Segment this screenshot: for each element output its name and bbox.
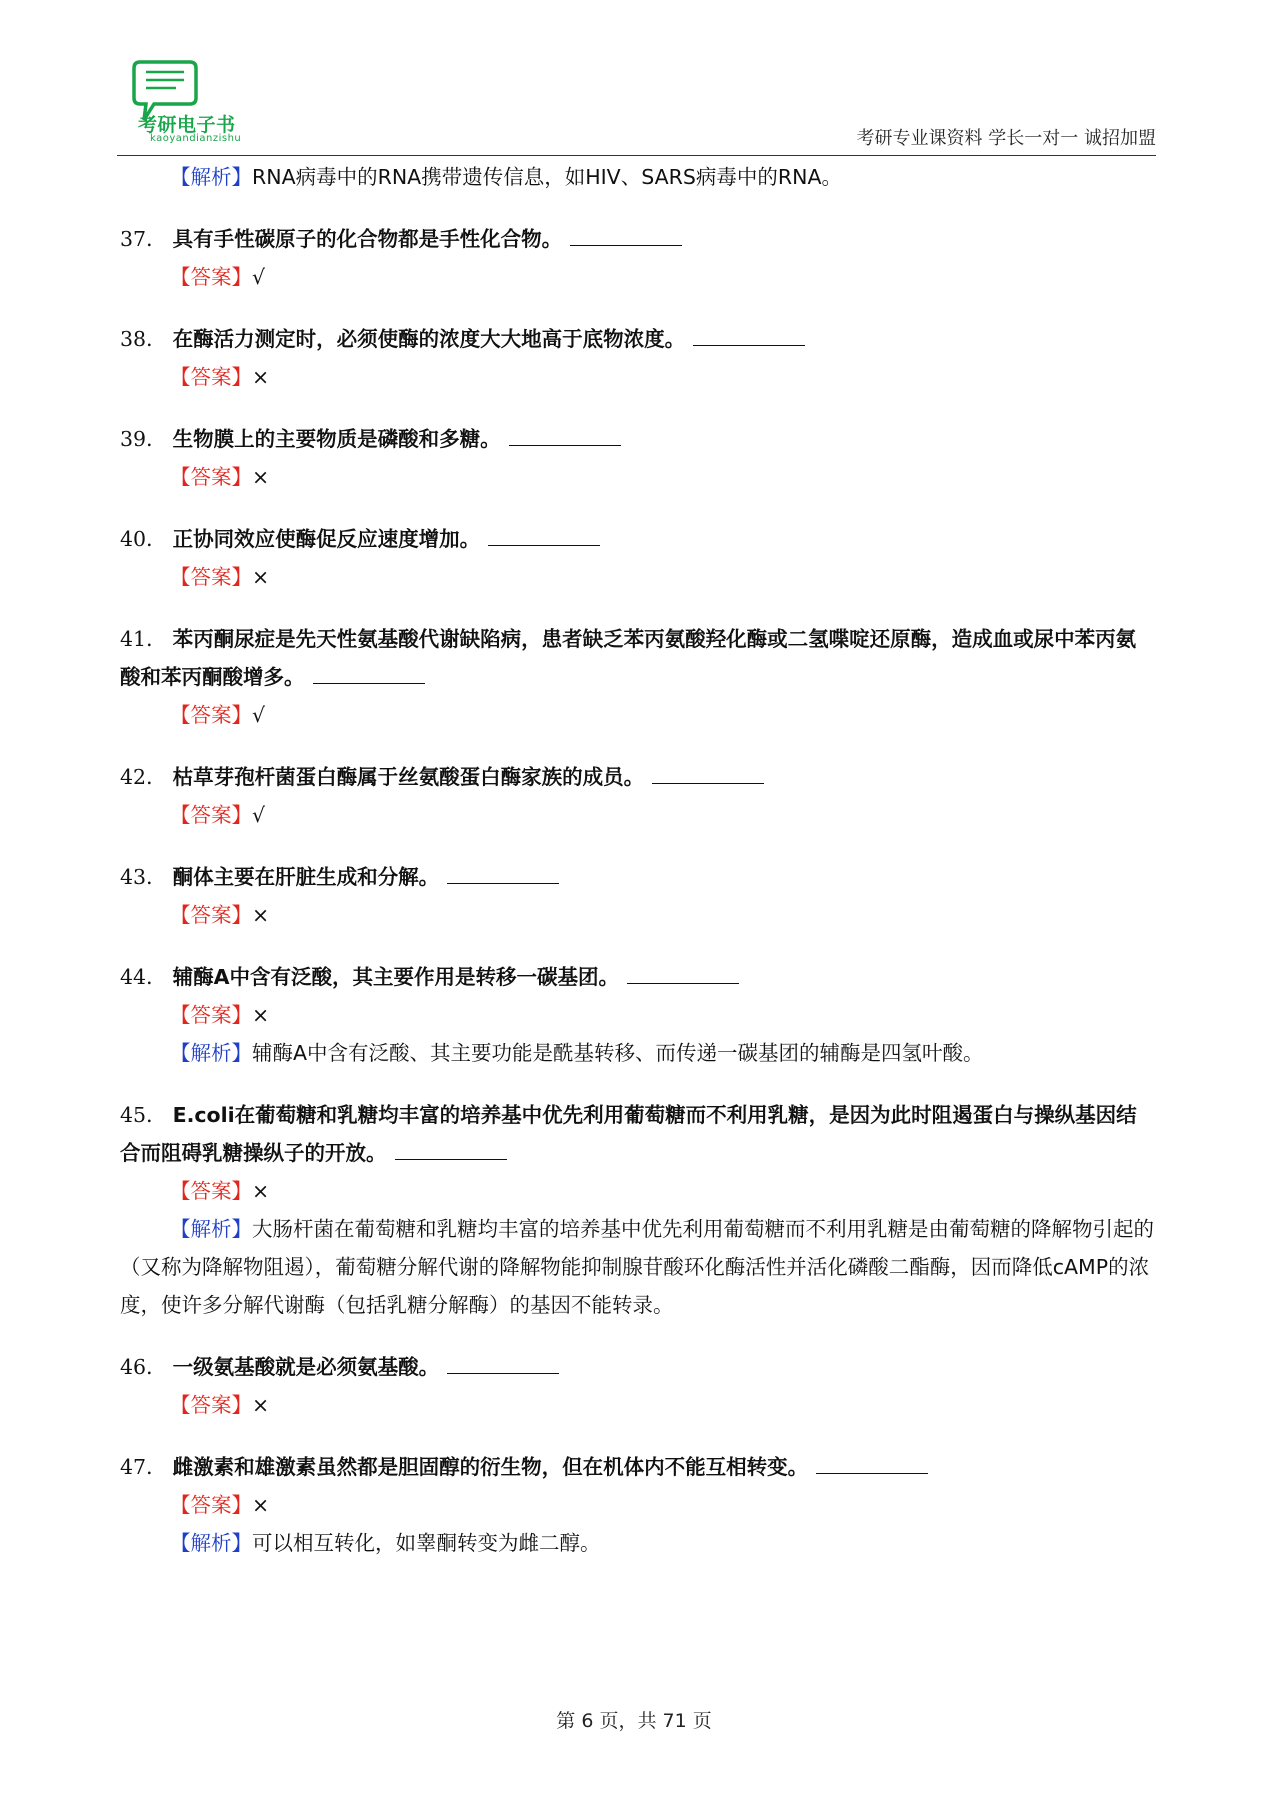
question bbox=[120, 858, 1156, 896]
question-block bbox=[120, 420, 1156, 496]
question-number: 45． bbox=[120, 1103, 167, 1127]
answer-line bbox=[120, 258, 1156, 296]
answer-line bbox=[120, 558, 1156, 596]
answer-tag: 【答案】 bbox=[170, 1179, 252, 1203]
question-text: 雌激素和雄激素虽然都是胆固醇的衍生物，但在机体内不能互相转变。 bbox=[172, 1455, 809, 1479]
explain-tag: 【解析】 bbox=[170, 1531, 252, 1555]
question-number: 39． bbox=[120, 427, 167, 451]
answer-line bbox=[120, 1386, 1156, 1424]
answer-value: × bbox=[252, 465, 270, 489]
question-text: 辅酶A中含有泛酸，其主要作用是转移一碳基团。 bbox=[172, 965, 619, 989]
answer-line bbox=[120, 896, 1156, 934]
answer-value: √ bbox=[252, 703, 266, 727]
explain-line bbox=[120, 1524, 1156, 1562]
answer-value: √ bbox=[252, 265, 266, 289]
question-block bbox=[120, 220, 1156, 296]
question-block bbox=[120, 320, 1156, 396]
logo-text: 考研电子书 bbox=[138, 114, 236, 136]
explain-tag: 【解析】 bbox=[170, 1217, 252, 1241]
question-block bbox=[120, 758, 1156, 834]
answer-line bbox=[120, 996, 1156, 1034]
answer-line bbox=[120, 1172, 1156, 1210]
answer-blank bbox=[447, 1353, 559, 1374]
answer-line bbox=[120, 458, 1156, 496]
answer-blank bbox=[509, 425, 621, 446]
answer-tag: 【答案】 bbox=[170, 565, 252, 589]
answer-blank bbox=[652, 763, 764, 784]
answer-tag: 【答案】 bbox=[170, 1493, 252, 1517]
question-text: 酮体主要在肝脏生成和分解。 bbox=[172, 865, 440, 889]
header-divider bbox=[117, 155, 1156, 156]
question bbox=[120, 220, 1156, 258]
header-tagline: 考研专业课资料 学长一对一 诚招加盟 bbox=[856, 128, 1156, 149]
page-footer: 第 6 页，共 71 页 bbox=[556, 1710, 712, 1732]
question-number: 37． bbox=[120, 227, 167, 251]
content bbox=[120, 160, 1156, 1562]
question bbox=[120, 758, 1156, 796]
question-text: 正协同效应使酶促反应速度增加。 bbox=[172, 527, 481, 551]
question bbox=[120, 1448, 1156, 1486]
question-number: 40． bbox=[120, 527, 167, 551]
question-block bbox=[120, 1348, 1156, 1424]
answer-tag: 【答案】 bbox=[170, 703, 252, 727]
question-number: 44． bbox=[120, 965, 167, 989]
explain-text: 辅酶A中含有泛酸、其主要功能是酰基转移、而传递一碳基团的辅酶是四氢叶酸。 bbox=[252, 1041, 984, 1065]
question bbox=[120, 1096, 1156, 1172]
question-text: 具有手性碳原子的化合物都是手性化合物。 bbox=[172, 227, 563, 251]
answer-tag: 【答案】 bbox=[170, 1003, 252, 1027]
question bbox=[120, 520, 1156, 558]
explain-text: RNA病毒中的RNA携带遗传信息，如HIV、SARS病毒中的RNA。 bbox=[252, 165, 842, 189]
answer-value: × bbox=[252, 1493, 270, 1517]
question-number: 46． bbox=[120, 1355, 167, 1379]
question bbox=[120, 1348, 1156, 1386]
answer-line bbox=[120, 1486, 1156, 1524]
question bbox=[120, 320, 1156, 358]
answer-value: √ bbox=[252, 803, 266, 827]
question-number: 43． bbox=[120, 865, 167, 889]
answer-blank bbox=[395, 1139, 507, 1160]
answer-tag: 【答案】 bbox=[170, 365, 252, 389]
answer-tag: 【答案】 bbox=[170, 1393, 252, 1417]
answer-tag: 【答案】 bbox=[170, 903, 252, 927]
answer-blank bbox=[313, 663, 425, 684]
question-text: 苯丙酮尿症是先天性氨基酸代谢缺陷病，患者缺乏苯丙氨酸羟化酶或二氢喋啶还原酶，造成血或尿中苯丙氨酸和苯丙酮酸增多。 bbox=[120, 627, 1137, 689]
answer-tag: 【答案】 bbox=[170, 265, 252, 289]
answer-blank bbox=[693, 325, 805, 346]
answer-value: × bbox=[252, 1179, 270, 1203]
question-number: 41． bbox=[120, 627, 167, 651]
answer-blank bbox=[816, 1453, 928, 1474]
question-text: 生物膜上的主要物质是磷酸和多糖。 bbox=[172, 427, 501, 451]
question bbox=[120, 620, 1156, 696]
explain-line bbox=[120, 158, 1156, 196]
answer-line bbox=[120, 358, 1156, 396]
explain-tag: 【解析】 bbox=[170, 1041, 252, 1065]
question-block bbox=[120, 1096, 1156, 1324]
question-block bbox=[120, 620, 1156, 734]
answer-blank bbox=[447, 863, 559, 884]
question-text: E.coli在葡萄糖和乳糖均丰富的培养基中优先利用葡萄糖而不利用乳糖，是因为此时阻遏蛋白与操纵基因结合而阻碍乳糖操纵子的开放。 bbox=[120, 1103, 1137, 1165]
answer-line bbox=[120, 796, 1156, 834]
explain-text: 可以相互转化，如睾酮转变为雌二醇。 bbox=[252, 1531, 601, 1555]
answer-blank bbox=[627, 963, 739, 984]
answer-value: × bbox=[252, 1003, 270, 1027]
question-number: 47． bbox=[120, 1455, 167, 1479]
question bbox=[120, 958, 1156, 996]
answer-value: × bbox=[252, 903, 270, 927]
answer-tag: 【答案】 bbox=[170, 465, 252, 489]
answer-blank bbox=[570, 225, 682, 246]
answer-tag: 【答案】 bbox=[170, 803, 252, 827]
explain-line bbox=[120, 1034, 1156, 1072]
answer-value: × bbox=[252, 1393, 270, 1417]
logo-subtext: kaoyandianzishu bbox=[150, 133, 242, 144]
explain-text: 大肠杆菌在葡萄糖和乳糖均丰富的培养基中优先利用葡萄糖而不利用乳糖是由葡萄糖的降解物引起的（又称为降解物阻遏），葡萄糖分解代谢的降解物能抑制腺苷酸环化酶活性并活化磷酸二酯酶，因而降低cAMP的浓度，使许多分解代谢酶（包括乳糖分解酶）的基因不能转录。 bbox=[120, 1217, 1154, 1317]
question bbox=[120, 420, 1156, 458]
answer-value: × bbox=[252, 365, 270, 389]
question-text: 枯草芽孢杆菌蛋白酶属于丝氨酸蛋白酶家族的成员。 bbox=[172, 765, 645, 789]
explain-tag: 【解析】 bbox=[170, 165, 252, 189]
question-number: 38． bbox=[120, 327, 167, 351]
question-block bbox=[120, 1448, 1156, 1562]
explain-line bbox=[120, 1210, 1156, 1324]
question-block bbox=[120, 520, 1156, 596]
question-text: 在酶活力测定时，必须使酶的浓度大大地高于底物浓度。 bbox=[172, 327, 686, 351]
answer-line bbox=[120, 696, 1156, 734]
question-text: 一级氨基酸就是必须氨基酸。 bbox=[172, 1355, 440, 1379]
question-number: 42． bbox=[120, 765, 167, 789]
answer-value: × bbox=[252, 565, 270, 589]
question-block bbox=[120, 958, 1156, 1072]
answer-blank bbox=[488, 525, 600, 546]
question-block bbox=[120, 858, 1156, 934]
